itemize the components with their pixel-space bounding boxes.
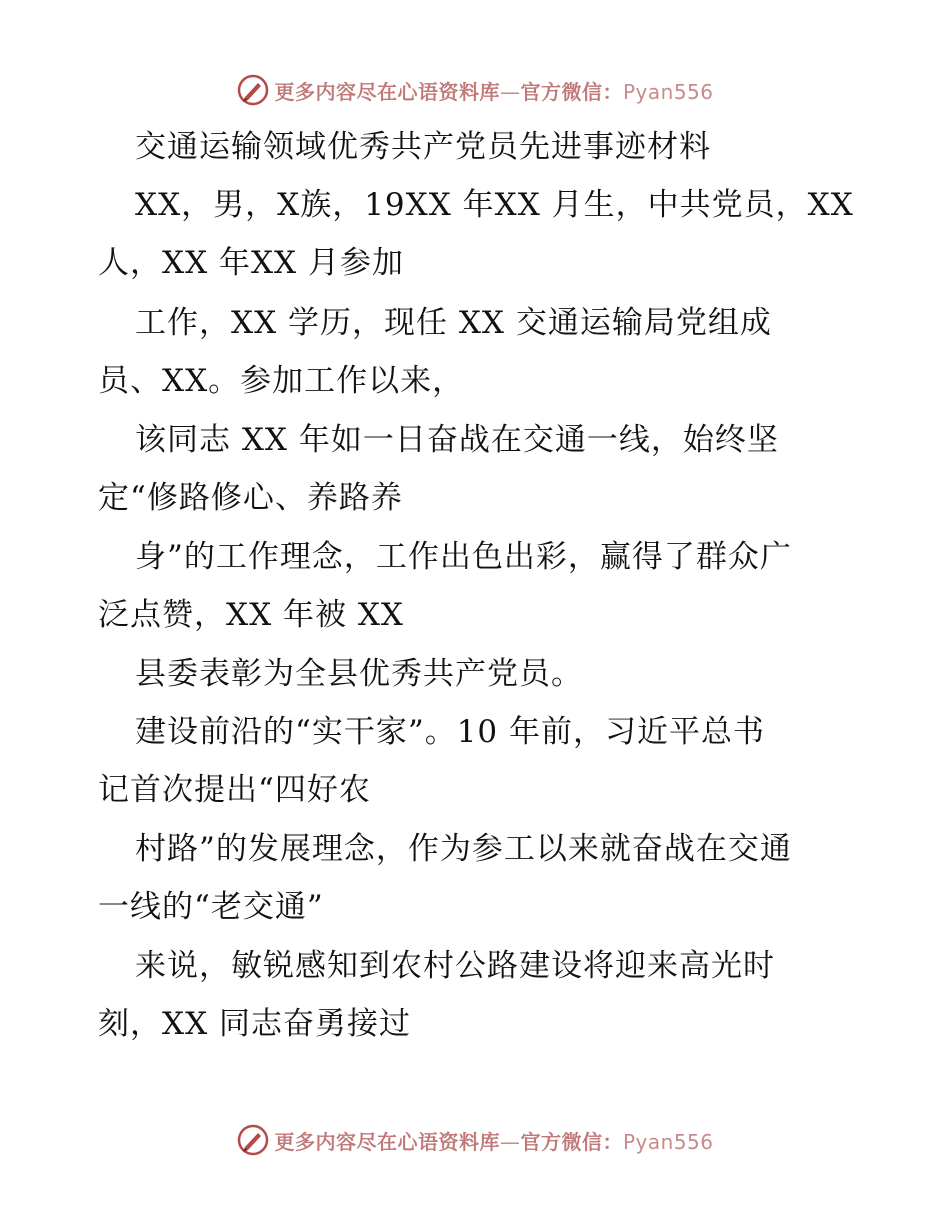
watermark-official: 官方微信： xyxy=(520,1129,623,1154)
doc-line: 员、XX。参加工作以来， xyxy=(98,363,465,399)
doc-line: 记首次提出“四好农 xyxy=(98,772,371,808)
pen-circle-icon xyxy=(236,73,270,107)
watermark-official: 官方微信： xyxy=(520,79,623,104)
doc-line: 一线的“老交通” xyxy=(98,889,324,925)
watermark-cn: 更多内容尽在心语资料库 xyxy=(274,79,500,104)
doc-line: 村路”的发展理念，作为参工以来就奋战在交通 xyxy=(135,831,792,867)
doc-line: 刻，XX 同志奋勇接过 xyxy=(98,1006,411,1042)
doc-line: 泛点赞，XX 年被 XX xyxy=(98,597,404,633)
doc-line: 身”的工作理念，工作出色出彩，赢得了群众广 xyxy=(135,539,792,575)
pen-circle-icon xyxy=(236,1123,270,1157)
watermark-dash: — xyxy=(499,1129,521,1154)
watermark-cn: 更多内容尽在心语资料库 xyxy=(274,1129,500,1154)
doc-line: 县委表彰为全县优秀共产党员。 xyxy=(135,656,583,692)
watermark-account: Pyan556 xyxy=(622,79,714,104)
doc-line: 工作，XX 学历，现任 XX 交通运输局党组成 xyxy=(135,305,772,341)
doc-line: 人，XX 年XX 月参加 xyxy=(98,245,404,281)
doc-line: XX，男，X族，19XX 年XX 月生，中共党员，XX xyxy=(135,187,854,223)
watermark-dash: — xyxy=(499,79,521,104)
watermark-text xyxy=(274,1126,713,1155)
doc-line: 定“修路修心、养路养 xyxy=(98,480,403,516)
footer-watermark xyxy=(0,1120,950,1160)
doc-line: 来说，敏锐感知到农村公路建设将迎来高光时 xyxy=(135,948,775,984)
doc-title: 交通运输领域优秀共产党员先进事迹材料 xyxy=(135,129,711,165)
watermark-text xyxy=(274,76,713,105)
doc-line: 该同志 XX 年如一日奋战在交通一线，始终坚 xyxy=(135,422,779,458)
header-watermark xyxy=(0,70,950,110)
watermark-account: Pyan556 xyxy=(622,1129,714,1154)
doc-line: 建设前沿的“实干家”。10 年前，习近平总书 xyxy=(135,714,765,750)
